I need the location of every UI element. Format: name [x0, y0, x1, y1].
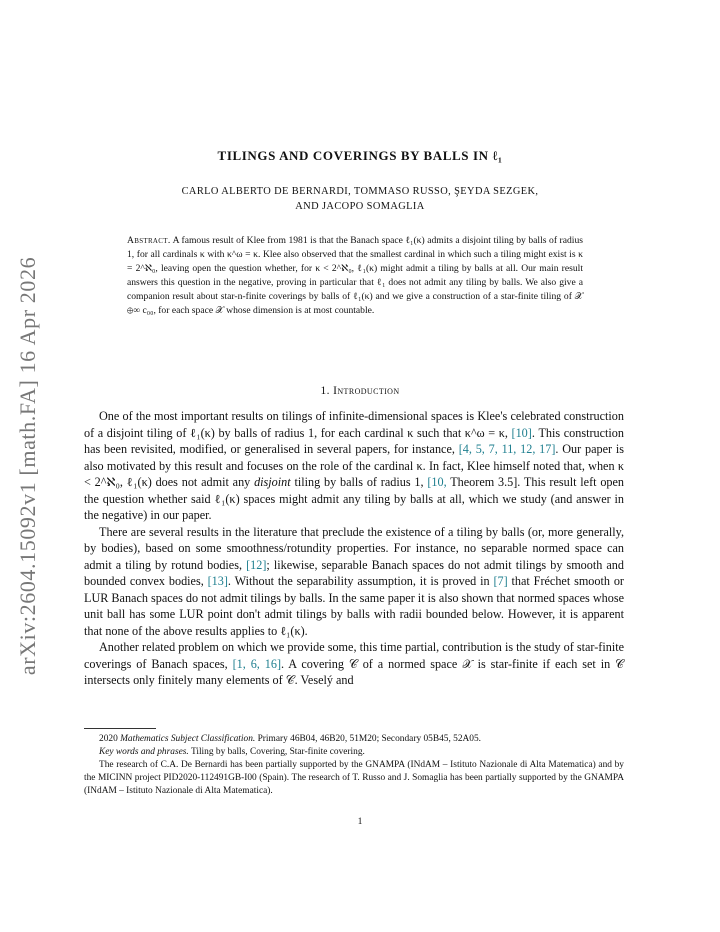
citation-link[interactable]: [10]	[511, 425, 532, 440]
author-line-1: CARLO ALBERTO DE BERNARDI, TOMMASO RUSSO, ŞEYDA SEZGEK,	[181, 186, 539, 197]
citation-link[interactable]: [13]	[207, 574, 228, 588]
footnote-keywords: Key words and phrases. Tiling by balls, Covering, Star-finite covering.	[99, 746, 365, 757]
citation-link[interactable]: [4, 5, 7, 11, 12, 17]	[458, 442, 556, 456]
paragraph-3: Another related problem on which we provide some, this time partial, contribution is the study of star-finite coverings of Banach spaces, [1, 6, 16]. A covering 𝒞 of a normed space 𝒳 is star-finite if each set in 𝒞 intersects only finitely many elements of 𝒞. Veselý and	[84, 640, 625, 687]
arxiv-stamp-text: arXiv:2604.15092v1 [math.FA] 16 Apr 2026	[15, 256, 40, 676]
abstract-text: A famous result of Klee from 1981 is that the Banach space ℓ₁(κ) admits a disjoint tiling by balls of radius 1, for all cardinals κ with κ^ω = κ. Klee also observed that the smallest cardinal in which such a tiling might exist is κ = 2^ℵ₀, leaving open the question whether, for κ < 2^ℵ₀, ℓ₁(κ) might admit a tiling by balls at all. Our main result answers this question in the negative, proving in particular that ℓ₁ does not admit any tiling by balls. We also give a companion result about star-n-finite coverings by balls of ℓ₁(κ) and we give a construction of a star-finite tiling of 𝒳 ⊕∞ c₀₀, for each space 𝒳 whose dimension is at most countable.	[127, 235, 584, 316]
body-text	[84, 408, 624, 689]
paper-title: TILINGS AND COVERINGS BY BALLS IN ℓ₁	[217, 148, 503, 163]
author-line-2: AND JACOPO SOMAGLIA	[295, 201, 425, 212]
citation-link[interactable]: [10,	[427, 475, 447, 489]
citation-link[interactable]: [1, 6, 16]	[232, 656, 282, 671]
footnotes	[84, 733, 624, 798]
page-number: 1	[357, 816, 363, 827]
emphasis: disjoint	[254, 475, 291, 489]
paragraph-2: There are several results in the literature that preclude the existence of a tiling by balls (or, more generally, by bodies), based on some smoothness/rotundity properties. For instance, no separable normed space can admit a tiling by rotund bodies, [12]; likewise, separable Banach spaces do not admit tilings by smooth and bounded convex bodies, [13]. Without the separability assumption, it is proved in [7] that Fréchet smooth or LUR Banach spaces do not admit tilings by balls. In the same paper it is also shown that normed spaces whose unit ball has some LUR point don't admit tilings by balls with radii bounded below. However, it is apparent that none of the above results applies to ℓ₁(κ).	[84, 524, 624, 638]
citation-link[interactable]: [7]	[493, 574, 508, 588]
arxiv-stamp	[3, 246, 53, 686]
footnote-msc: 2020 Mathematics Subject Classification. Primary 46B04, 46B20, 51M20; Secondary 05B45, 52A05.	[99, 734, 482, 744]
paragraph-1: One of the most important results on tilings of infinite-dimensional spaces is Klee's celebrated construction of a disjoint tiling of ℓ₁(κ) by balls of radius 1, for each cardinal κ such that κ^ω = κ, [10]. This construction has been revisited, modified, or generalised in several papers, for instance, [4, 5, 7, 11, 12, 17]. Our paper is also motivated by this result and focuses on the role of the cardinal κ. In fact, Klee himself noted that, when κ < 2^ℵ₀, ℓ₁(κ) does not admit any disjoint tiling by balls of radius 1, [10, Theorem 3.5]. This result left open the question whether said ℓ₁(κ) spaces might admit any tiling by balls at all, which we study (and answer in the negative) in our paper.	[84, 409, 625, 522]
abstract	[127, 234, 583, 317]
section-heading: 1. Introduction	[320, 385, 400, 397]
author-list	[120, 184, 600, 214]
footnote-funding: The research of C.A. De Bernardi has been partially supported by the GNAMPA (INdAM – Istituto Nazionale di Alta Matematica) and by the MICINN project PID2020-112491GB-I00 (Spain). The research of T. Russo and J. Somaglia has been partially supported by the GNAMPA (INdAM – Istituto Nazionale di Alta Matematica).	[84, 759, 624, 796]
footnote-rule	[84, 728, 156, 729]
abstract-label: Abstract.	[127, 235, 171, 246]
citation-link[interactable]: [12]	[246, 557, 267, 572]
